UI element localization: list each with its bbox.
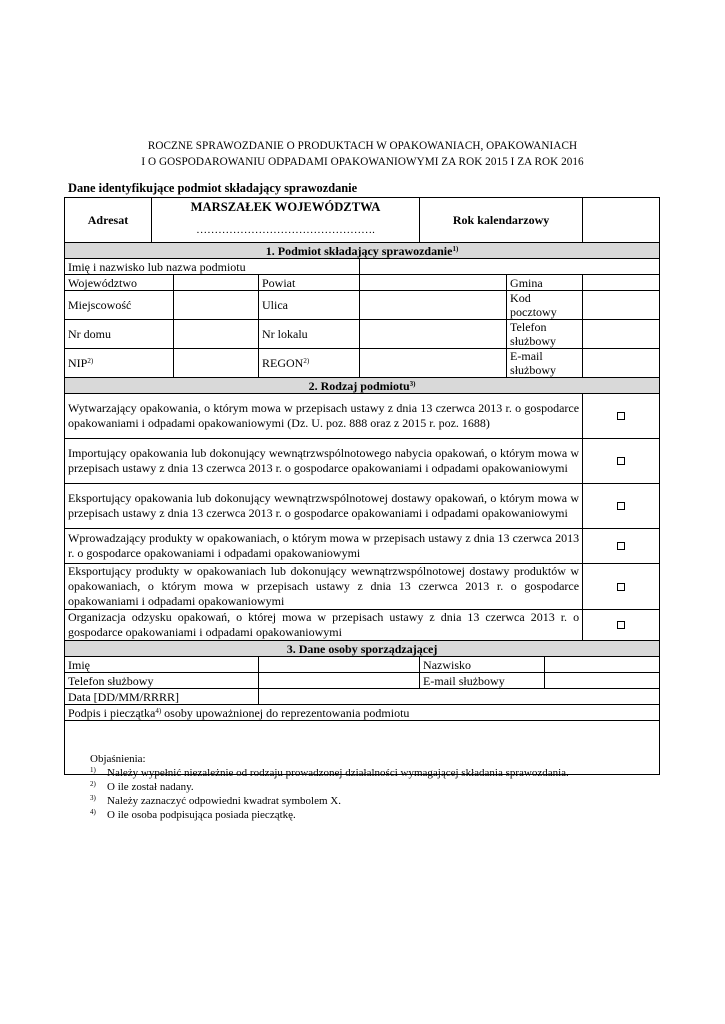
option-text: Wytwarzający opakowania, o którym mowa w przepisach ustawy z dnia 13 czerwca 2013 r. o gospodarce opakowaniami i odpadami opakowaniowymi (Dz. U. poz. 888 oraz z 2015 r. poz. 1688) [65, 394, 583, 439]
nazwisko-label: Nazwisko [420, 657, 545, 673]
regon-sup: 2) [303, 357, 310, 365]
powiat-input[interactable] [360, 275, 507, 291]
section-3-header: 3. Dane osoby sporządzającej [65, 641, 660, 657]
footnote-mark: 2) [90, 780, 96, 788]
report-title [0, 138, 725, 170]
report-title-line-1: ROCZNE SPRAWOZDANIE O PRODUKTACH W OPAKOWANIACH, OPAKOWANIACH [147, 140, 578, 152]
podpis-text-b: osoby upoważnionej do reprezentowania podmiotu [161, 705, 410, 720]
option-checkbox[interactable] [617, 621, 625, 629]
rok-label: Rok kalendarzowy [420, 198, 583, 243]
ulica-input[interactable] [360, 291, 507, 320]
ident-heading: Dane identyfikujące podmiot składający sprawozdanie [68, 181, 358, 195]
nr-domu-label: Nr domu [65, 320, 174, 349]
adresat-label: Adresat [65, 198, 152, 243]
wojewodztwo-input[interactable] [174, 275, 259, 291]
rok-input[interactable] [583, 198, 660, 243]
name-label: Imię i nazwisko lub nazwa podmiotu [65, 259, 360, 275]
podpis-sup: 4) [155, 706, 162, 715]
option-row [65, 484, 660, 529]
option-checkbox[interactable] [617, 412, 625, 420]
telefon-input[interactable] [583, 320, 660, 349]
option-text: Organizacja odzysku opakowań, o której mowa w przepisach ustawy z dnia 13 czerwca 2013 r. o gospodarce opakowaniami i odpadami opakowaniowymi [65, 610, 583, 641]
option-row [65, 394, 660, 439]
name-input[interactable] [360, 259, 660, 275]
footnote [90, 766, 569, 780]
footnotes [90, 752, 569, 822]
option-text: Importujący opakowania lub dokonujący wewnątrzwspólnotowego nabycia opakowań, o którym mowa w przepisach ustawy z dnia 13 czerwca 2013 r. o gospodarce opakowaniami i odpadami opakowaniowymi [65, 439, 583, 484]
footnote-text: Należy wypełnić niezależnie od rodzaju prowadzonej działalności wymagającej składania sprawozdania. [107, 767, 569, 779]
miejscowosc-input[interactable] [174, 291, 259, 320]
section-1-title: 1. Podmiot składający sprawozdanie [265, 243, 453, 258]
section-1-header [65, 243, 660, 259]
telefon-person-input[interactable] [259, 673, 420, 689]
option-checkbox-cell [583, 610, 660, 641]
section-2-header [65, 378, 660, 394]
footnotes-heading: Objaśnienia: [90, 753, 146, 765]
option-row [65, 610, 660, 641]
gmina-label: Gmina [507, 275, 583, 291]
nazwisko-input[interactable] [545, 657, 660, 673]
marszalek-label: MARSZAŁEK WOJEWÓDZTWA [190, 200, 381, 214]
imie-input[interactable] [259, 657, 420, 673]
option-text: Wprowadzający produkty w opakowaniach, o którym mowa w przepisach ustawy z dnia 13 czerwca 2013 r. o gospodarce opakowaniami i odpadami opakowaniowymi [65, 529, 583, 564]
footnote-text: O ile został nadany. [107, 781, 194, 793]
option-checkbox[interactable] [617, 502, 625, 510]
regon-text: REGON [262, 356, 304, 370]
podpis-label [65, 705, 660, 721]
footnote-mark: 3) [90, 794, 96, 802]
option-checkbox-cell [583, 439, 660, 484]
kod-label: Kod pocztowy [507, 291, 583, 320]
nr-domu-input[interactable] [174, 320, 259, 349]
adresat-value [152, 198, 420, 243]
nip-text: NIP [68, 356, 88, 370]
wojewodztwo-label: Województwo [65, 275, 174, 291]
option-checkbox-cell [583, 484, 660, 529]
email-label: E-mail służbowy [507, 349, 583, 378]
podpis-text-a: Podpis i pieczątka [68, 705, 156, 720]
option-checkbox-cell [583, 394, 660, 439]
email-input[interactable] [583, 349, 660, 378]
footnote-mark: 4) [90, 808, 96, 816]
gmina-input[interactable] [583, 275, 660, 291]
option-text: Eksportujący opakowania lub dokonujący wewnątrzwspólnotowej dostawy opakowań, o którym mowa w przepisach ustawy z dnia 13 czerwca 2013 r. o gospodarce opakowaniami i odpadami opakowaniowymi [65, 484, 583, 529]
miejscowosc-label: Miejscowość [65, 291, 174, 320]
option-checkbox[interactable] [617, 542, 625, 550]
footnote [90, 780, 569, 794]
option-checkbox-cell [583, 564, 660, 610]
powiat-label: Powiat [259, 275, 360, 291]
nip-sup: 2) [87, 357, 94, 365]
imie-label: Imię [65, 657, 259, 673]
option-checkbox-cell [583, 529, 660, 564]
report-title-line-2: I O GOSPODAROWANIU ODPADAMI OPAKOWANIOWYMI ZA ROK 2015 I ZA ROK 2016 [141, 156, 584, 168]
email-person-input[interactable] [545, 673, 660, 689]
dots-line: …………………………………………. [196, 224, 375, 236]
footnote-mark: 1) [90, 766, 96, 774]
ulica-label: Ulica [259, 291, 360, 320]
footnote-text: O ile osoba podpisująca posiada pieczątkę. [107, 809, 296, 821]
section-1-sup: 1) [452, 244, 459, 253]
report-form [64, 197, 660, 775]
option-checkbox[interactable] [617, 583, 625, 591]
kod-input[interactable] [583, 291, 660, 320]
option-row [65, 529, 660, 564]
section-2-title: 2. Rodzaj podmiotu [308, 378, 410, 393]
telefon-person-label: Telefon służbowy [65, 673, 259, 689]
option-text: Eksportujący produkty w opakowaniach lub dokonujący wewnątrzwspólnotowej dostawy produktów w opakowaniach, o którym mowa w przepisach ustawy z dnia 13 czerwca 2013 r. o gospodarce opakowaniami i odpadami opakowaniowymi [65, 564, 583, 610]
nip-label [65, 349, 174, 378]
email-person-label: E-mail służbowy [420, 673, 545, 689]
nip-input[interactable] [174, 349, 259, 378]
regon-label [259, 349, 360, 378]
nr-lokalu-label: Nr lokalu [259, 320, 360, 349]
telefon-label: Telefon służbowy [507, 320, 583, 349]
footnote [90, 808, 569, 822]
regon-input[interactable] [360, 349, 507, 378]
option-checkbox[interactable] [617, 457, 625, 465]
header-row [65, 198, 660, 243]
footnote [90, 794, 569, 808]
nr-lokalu-input[interactable] [360, 320, 507, 349]
section-2-sup: 3) [409, 379, 416, 388]
option-row [65, 439, 660, 484]
data-input[interactable] [259, 689, 660, 705]
footnote-text: Należy zaznaczyć odpowiedni kwadrat symbolem X. [107, 795, 341, 807]
data-label: Data [DD/MM/RRRR] [65, 689, 259, 705]
option-row [65, 564, 660, 610]
